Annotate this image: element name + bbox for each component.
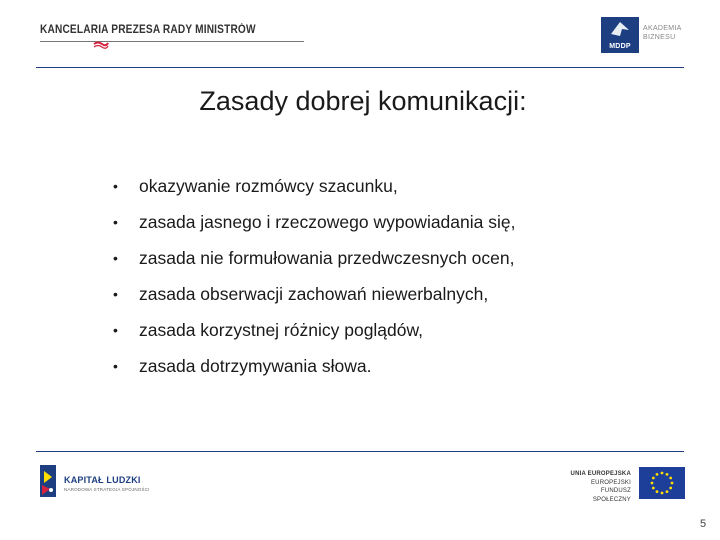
eu-star-icon bbox=[671, 482, 674, 485]
eu-flag-icon bbox=[639, 467, 685, 499]
eu-star-icon bbox=[666, 490, 669, 493]
bullet-text: zasada obserwacji zachowań niewerbalnych, bbox=[139, 284, 489, 304]
eu-star-icon bbox=[661, 472, 664, 475]
eu-star-icon bbox=[656, 473, 659, 476]
biznesu-line: BIZNESU bbox=[643, 34, 676, 41]
bullet-dot: • bbox=[113, 322, 118, 338]
mddp-logo-badge: MDDP bbox=[609, 43, 631, 50]
eu-star-icon bbox=[656, 490, 659, 493]
bullet-dot: • bbox=[113, 178, 118, 194]
polish-flag-icon bbox=[93, 40, 109, 50]
bullet-text: zasada nie formułowania przedwczesnych ocen, bbox=[139, 248, 515, 268]
bullet-item bbox=[113, 280, 515, 316]
eu-line: FUNDUSZ SPOŁECZNY bbox=[592, 488, 631, 503]
eu-star-icon bbox=[652, 487, 655, 490]
header-divider bbox=[36, 67, 684, 68]
bullet-list bbox=[113, 172, 515, 388]
kapital-ludzki-title: KAPITAŁ LUDZKI bbox=[64, 475, 141, 485]
bullet-dot: • bbox=[113, 214, 118, 230]
eu-star-icon bbox=[651, 482, 654, 485]
eu-line: UNIA EUROPEJSKA bbox=[570, 471, 631, 477]
bullet-text: zasada korzystnej różnicy poglądów, bbox=[139, 320, 424, 340]
akademia-line: AKADEMIA bbox=[643, 25, 682, 32]
bullet-item bbox=[113, 244, 515, 280]
eu-logo-text bbox=[561, 470, 631, 504]
akademia-biznesu-logo-text bbox=[643, 24, 682, 42]
eu-star-icon bbox=[666, 473, 669, 476]
kprm-logo-text: KANCELARIA PREZESA RADY MINISTRÓW bbox=[40, 24, 256, 36]
eu-star-icon bbox=[652, 477, 655, 480]
bullet-dot: • bbox=[113, 250, 118, 266]
kprm-logo-underline bbox=[40, 41, 304, 42]
kapital-ludzki-emblem-icon bbox=[36, 463, 60, 499]
bullet-text: zasada jasnego i rzeczowego wypowiadania się, bbox=[139, 212, 516, 232]
bullet-text: okazywanie rozmówcy szacunku, bbox=[139, 176, 398, 196]
eu-line: EUROPEJSKI bbox=[590, 479, 631, 486]
bullet-dot: • bbox=[113, 286, 118, 302]
eu-star-icon bbox=[669, 487, 672, 490]
bullet-item bbox=[113, 316, 515, 352]
slide-title: Zasady dobrej komunikacji: bbox=[199, 86, 527, 116]
kapital-ludzki-subtitle: NARODOWA STRATEGIA SPÓJNOŚCI bbox=[64, 487, 150, 492]
bullet-text: zasada dotrzymywania słowa. bbox=[139, 356, 372, 376]
bullet-item bbox=[113, 172, 515, 208]
mddp-logo bbox=[601, 17, 639, 53]
bird-icon bbox=[609, 20, 631, 40]
bullet-dot: • bbox=[113, 358, 118, 374]
bullet-item bbox=[113, 208, 515, 244]
page-number: 5 bbox=[700, 518, 707, 530]
eu-star-icon bbox=[661, 492, 664, 495]
bullet-item bbox=[113, 352, 515, 388]
footer-divider bbox=[36, 451, 684, 452]
eu-star-icon bbox=[669, 477, 672, 480]
